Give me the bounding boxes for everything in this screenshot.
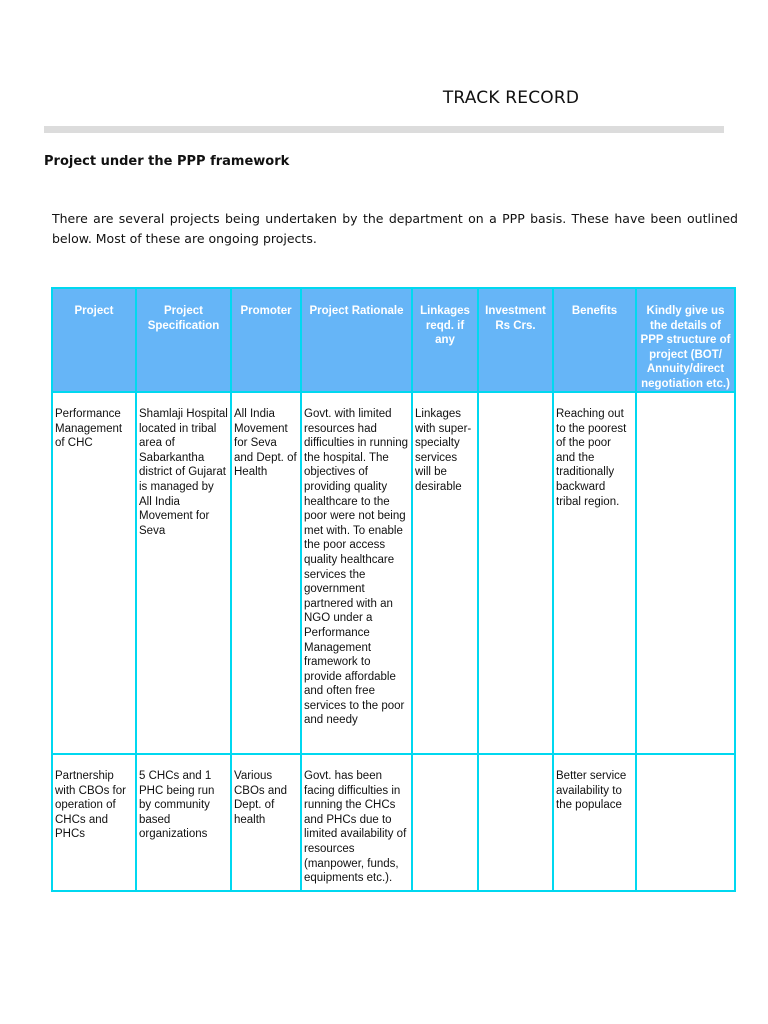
section-heading: Project under the PPP framework bbox=[44, 154, 290, 169]
cell-investment bbox=[478, 392, 553, 754]
cell-linkages bbox=[412, 754, 478, 891]
cell-project: Partnership with CBOs for operation of CHCs and PHCs bbox=[52, 754, 136, 891]
table-header-row bbox=[52, 288, 735, 392]
header-linkages: Linkages reqd. if any bbox=[412, 288, 478, 392]
header-ppp-structure: Kindly give us the details of PPP structure of project (BOT/ Annuity/direct negotiation etc.) bbox=[636, 288, 735, 392]
cell-rationale: Govt. with limited resources had difficulties in running the hospital. The objectives of providing quality healthcare to the poor were not being met with. To enable the poor access quality healthcare services the government partnered with an NGO under a Performance Management framework to provide affordable and often free services to the poor and needy bbox=[301, 392, 412, 754]
cell-ppp-structure bbox=[636, 754, 735, 891]
cell-promoter: Various CBOs and Dept. of health bbox=[231, 754, 301, 891]
ppp-projects-table bbox=[51, 287, 736, 892]
header-benefits: Benefits bbox=[553, 288, 636, 392]
cell-promoter: All India Movement for Seva and Dept. of Health bbox=[231, 392, 301, 754]
cell-ppp-structure bbox=[636, 392, 735, 754]
cell-linkages: Linkages with super-specialty services will be desirable bbox=[412, 392, 478, 754]
header-project-rationale: Project Rationale bbox=[301, 288, 412, 392]
cell-investment bbox=[478, 754, 553, 891]
header-promoter: Promoter bbox=[231, 288, 301, 392]
header-project: Project bbox=[52, 288, 136, 392]
cell-specification: 5 CHCs and 1 PHC being run by community based organizations bbox=[136, 754, 231, 891]
table-row bbox=[52, 392, 735, 754]
cell-benefits: Better service availability to the populace bbox=[553, 754, 636, 891]
table-row bbox=[52, 754, 735, 891]
header-investment: Investment Rs Crs. bbox=[478, 288, 553, 392]
title-divider bbox=[44, 126, 724, 133]
header-project-specification: Project Specification bbox=[136, 288, 231, 392]
document-title: TRACK RECORD bbox=[442, 88, 580, 108]
cell-project: Performance Management of CHC bbox=[52, 392, 136, 754]
cell-specification: Shamlaji Hospital located in tribal area of Sabarkantha district of Gujarat is managed by All India Movement for Seva bbox=[136, 392, 231, 754]
intro-paragraph: There are several projects being undertaken by the department on a PPP basis. These have been outlined below. Most of these are ongoing projects. bbox=[52, 211, 738, 246]
cell-rationale: Govt. has been facing difficulties in running the CHCs and PHCs due to limited availability of resources (manpower, funds, equipments etc.). bbox=[301, 754, 412, 891]
cell-benefits: Reaching out to the poorest of the poor and the traditionally backward tribal region. bbox=[553, 392, 636, 754]
